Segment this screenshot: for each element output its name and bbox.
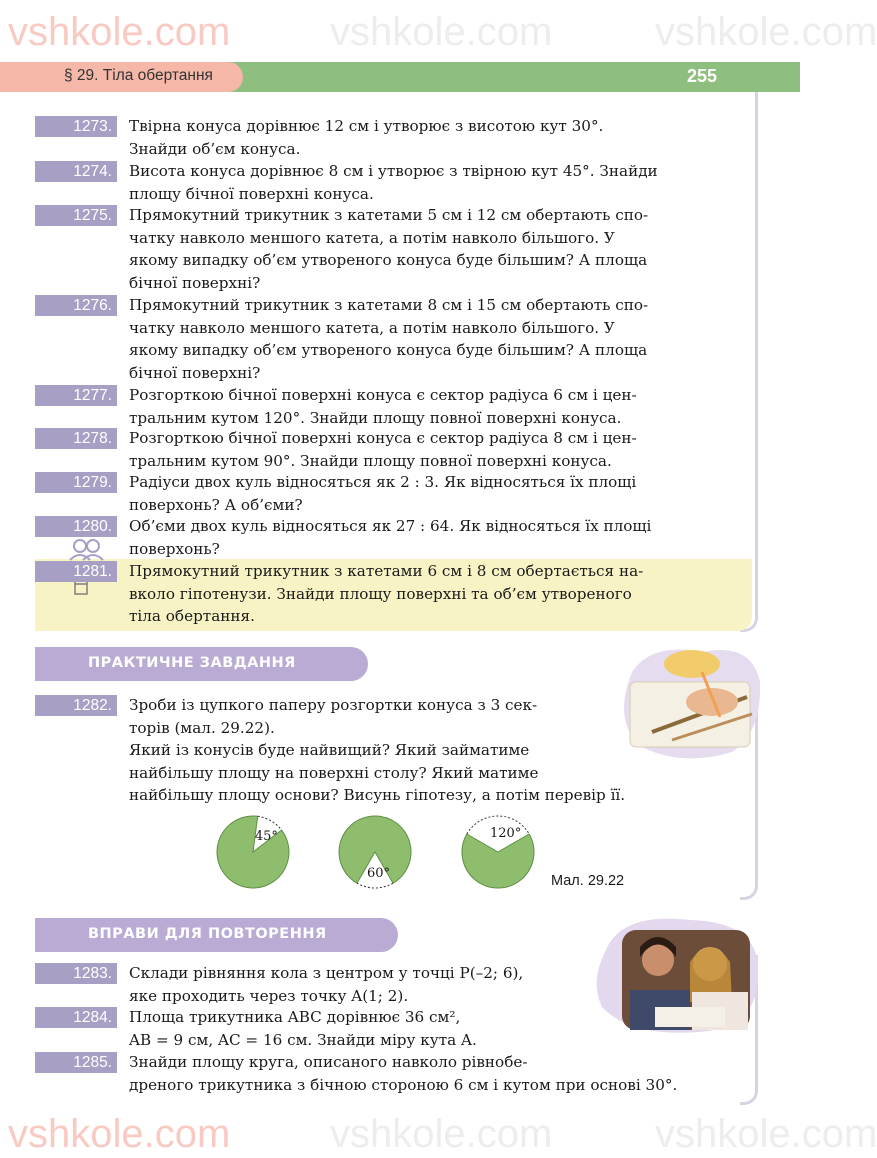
watermark: vshkole.com: [8, 1112, 231, 1156]
problem-number: 1283.: [35, 963, 117, 984]
problem-1283: [35, 962, 765, 1008]
problem-1285: [35, 1051, 765, 1097]
problem-1277: [35, 384, 765, 430]
problem-line: дреного трикутника з бічною стороною 6 см і кутом при основі 30°.: [129, 1075, 678, 1094]
problem-number: 1278.: [35, 428, 117, 449]
problem-text: [129, 427, 637, 472]
watermark: vshkole.com: [330, 1112, 553, 1156]
problem-line: AB = 9 см, AC = 16 см. Знайди міру кута A.: [129, 1030, 477, 1049]
problem-line: вколо гіпотенузи. Знайди площу поверхні та об’єм утвореного: [129, 584, 632, 603]
problem-1284: [35, 1006, 765, 1052]
problem-1282: [35, 694, 765, 806]
problem-number: 1284.: [35, 1007, 117, 1028]
problem-line: Розгорткою бічної поверхні конуса є сектор радіуса 6 см і цен-: [129, 386, 637, 404]
sector-shape: [462, 834, 534, 888]
problem-line: бічної поверхні?: [129, 273, 261, 292]
problem-number: 1280.: [35, 516, 117, 537]
sector-angle-label: 120°: [490, 826, 522, 842]
practical-section-title: ПРАКТИЧНЕ ЗАВДАННЯ: [88, 655, 296, 671]
problem-line: Склади рівняння кола з центром у точці P(–2; 6),: [129, 964, 524, 982]
problem-line: Який із конусів буде найвищий? Який займатиме: [129, 741, 530, 759]
problem-line: якому випадку об’єм утвореного конуса буде більшим? А площа: [129, 251, 648, 269]
problem-1275: [35, 204, 765, 296]
problem-line: тральним кутом 90°. Знайди площу повної поверхні конуса.: [129, 451, 612, 470]
sector-shape: [217, 816, 289, 888]
watermark: vshkole.com: [655, 1112, 877, 1156]
problem-1278: [35, 427, 765, 473]
problem-number: 1275.: [35, 205, 117, 226]
problem-line: площу бічної поверхні конуса.: [129, 184, 374, 203]
review-section-title: ВПРАВИ ДЛЯ ПОВТОРЕННЯ: [88, 926, 327, 942]
sector-figures: [205, 808, 545, 893]
section-title: § 29. Тіла обертання: [64, 67, 213, 84]
problem-line: найбільшу площу основи? Висунь гіпотезу, а потім перевір її.: [129, 786, 626, 804]
problem-number: 1277.: [35, 385, 117, 406]
problem-text: [129, 471, 636, 516]
problem-line: Знайди об’єм конуса.: [129, 139, 301, 158]
problem-line: Об’єми двох куль відносяться як 27 : 64. Як відносяться їх площі: [129, 517, 652, 535]
problem-text: [129, 694, 709, 807]
problem-text: [129, 1051, 764, 1096]
problem-text: [129, 515, 651, 560]
problem-1281: [35, 560, 765, 628]
problem-1279: [35, 471, 765, 517]
figure-caption: Мал. 29.22: [551, 873, 625, 889]
problem-number: 1285.: [35, 1052, 117, 1073]
problem-text: [129, 160, 658, 205]
problem-line: якому випадку об’єм утвореного конуса буде більшим? А площа: [129, 341, 648, 359]
problem-number: 1279.: [35, 472, 117, 493]
page-number: 255: [687, 66, 718, 86]
watermark: vshkole.com: [655, 10, 877, 54]
problem-text: [129, 560, 643, 628]
problem-line: Твірна конуса дорівнює 12 см і утворює з висотою кут 30°.: [129, 117, 604, 135]
problem-line: Знайди площу круга, описаного навколо рівнобе-: [129, 1053, 528, 1071]
watermark: vshkole.com: [330, 10, 553, 54]
problem-text: [129, 294, 648, 384]
problem-text: [129, 1006, 589, 1051]
sector-gap-arc: [357, 883, 393, 888]
sector-angle-label: 60°: [367, 865, 391, 881]
problem-line: поверхонь?: [129, 539, 220, 558]
problem-line: чатку навколо меншого катета, а потім навколо більшого. У: [129, 318, 615, 337]
problem-line: бічної поверхні?: [129, 363, 261, 382]
problem-line: Прямокутний трикутник з катетами 8 см і 15 см обертають спо-: [129, 296, 649, 314]
problem-line: Розгорткою бічної поверхні конуса є сектор радіуса 8 см і цен-: [129, 429, 637, 447]
problem-line: Зроби із цупкого паперу розгортки конуса з 3 сек-: [129, 696, 538, 714]
watermark: vshkole.com: [8, 10, 231, 54]
problem-1274: [35, 160, 765, 206]
problem-text: [129, 384, 637, 429]
problem-1276: [35, 294, 765, 386]
problem-line: чатку навколо меншого катета, а потім навколо більшого. У: [129, 228, 615, 247]
problem-line: торів (мал. 29.22).: [129, 718, 275, 737]
problem-line: найбільшу площу на поверхні столу? Який матиме: [129, 763, 539, 782]
problem-number: 1281.: [35, 561, 117, 582]
problem-line: Радіуси двох куль відносяться як 2 : 3. Як відносяться їх площі: [129, 473, 637, 491]
problem-number: 1282.: [35, 695, 117, 716]
problem-line: Висота конуса дорівнює 8 см і утворює з твірною кут 45°. Знайди: [129, 162, 658, 180]
problem-text: [129, 115, 603, 160]
problem-1280: [35, 515, 765, 561]
problem-number: 1274.: [35, 161, 117, 182]
problem-number: 1276.: [35, 295, 117, 316]
problem-line: Прямокутний трикутник з катетами 5 см і 12 см обертають спо-: [129, 206, 649, 224]
problem-number: 1273.: [35, 116, 117, 137]
problem-line: поверхонь? А об’єми?: [129, 495, 303, 514]
problem-line: тіла обертання.: [129, 607, 255, 625]
problem-1273: [35, 115, 765, 161]
problem-line: тральним кутом 120°. Знайди площу повної поверхні конуса.: [129, 408, 622, 427]
problem-line: Площа трикутника ABC дорівнює 36 см²,: [129, 1008, 461, 1026]
sector-angle-label: 45°: [254, 828, 278, 844]
problem-line: яке проходить через точку A(1; 2).: [129, 986, 409, 1005]
problem-line: Прямокутний трикутник з катетами 6 см і 8 см обертається на-: [129, 562, 644, 580]
problem-text: [129, 204, 648, 294]
problem-text: [129, 962, 589, 1007]
